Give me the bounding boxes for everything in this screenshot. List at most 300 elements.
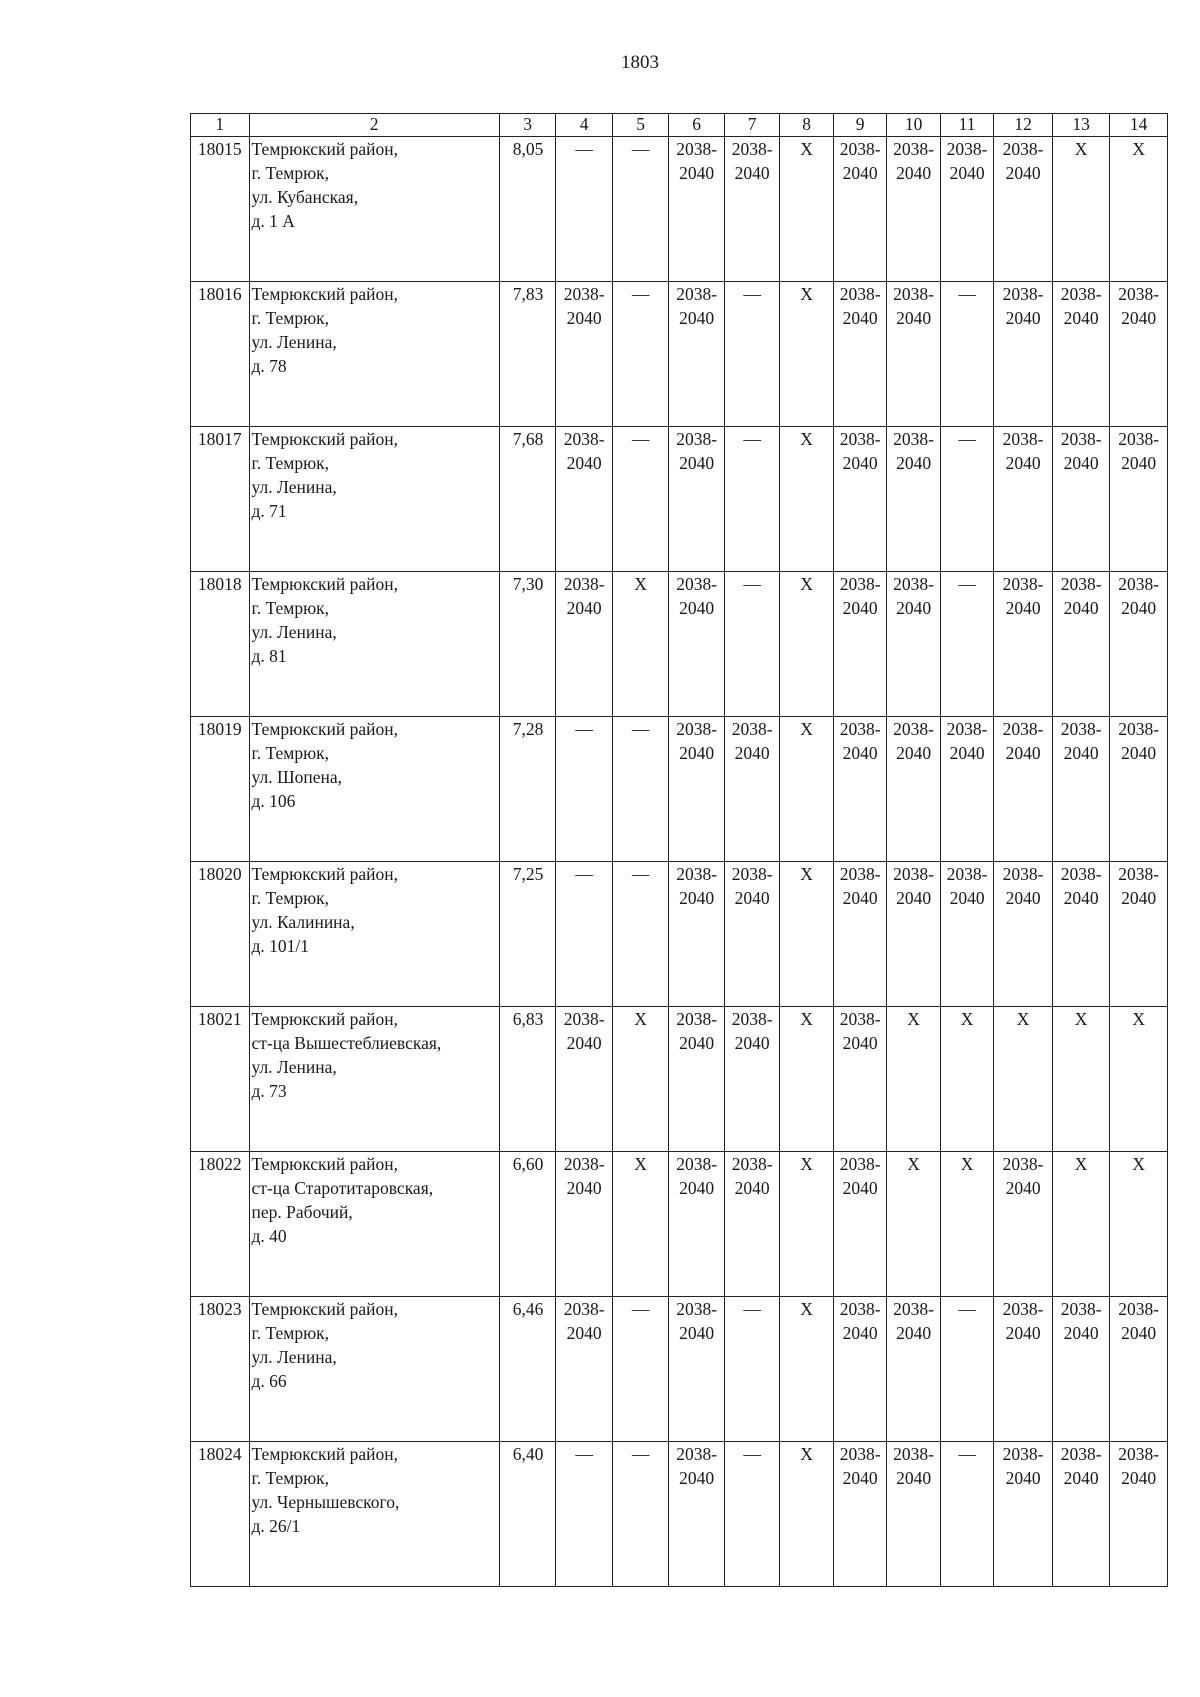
period-cell <box>994 1297 1053 1442</box>
period-cell <box>887 1152 940 1297</box>
table-row <box>191 1152 1168 1297</box>
cell-value: X <box>634 574 647 594</box>
cell-value: 2038- 2040 <box>676 1444 718 1488</box>
period-cell <box>994 717 1053 862</box>
period-cell <box>780 282 833 427</box>
cell-value: 2038- 2040 <box>893 1444 934 1488</box>
area-value-cell <box>499 282 556 427</box>
cell-value: 2038- 2040 <box>1118 574 1160 618</box>
cell-value: 2038- 2040 <box>1060 864 1102 908</box>
cell-value: — <box>958 429 976 449</box>
cell-value: — <box>631 1444 650 1464</box>
cell-value: 2038- 2040 <box>893 139 934 183</box>
cell-value: 2038- 2040 <box>1060 574 1102 618</box>
address-line: г. Темрюк, <box>251 308 330 328</box>
address-line: д. 26/1 <box>251 1516 301 1536</box>
column-header: 1 <box>191 114 250 137</box>
period-cell <box>940 137 993 282</box>
address-line: д. 101/1 <box>251 936 310 956</box>
cell-value: X <box>634 1154 647 1174</box>
cell-value: X <box>800 719 813 739</box>
cell-value: X <box>1016 1009 1030 1029</box>
period-cell <box>556 1152 613 1297</box>
address-line: Темрюкский район, <box>251 429 399 449</box>
cell-value: 2038- 2040 <box>1118 429 1160 473</box>
period-cell <box>724 1442 780 1587</box>
period-cell <box>724 1297 780 1442</box>
cell-value: — <box>958 1299 976 1319</box>
cell-value: 2038- 2040 <box>1118 864 1160 908</box>
cell-value: X <box>800 864 813 884</box>
period-cell <box>612 282 669 427</box>
period-cell <box>940 427 993 572</box>
period-cell <box>1052 1007 1110 1152</box>
period-cell <box>556 137 613 282</box>
period-cell <box>940 1152 993 1297</box>
period-cell <box>612 137 669 282</box>
cell-value: 7,28 <box>512 719 544 739</box>
cell-value: 2038- 2040 <box>676 1299 718 1343</box>
cell-value: 2038- 2040 <box>1002 719 1044 763</box>
cell-value: 2038- 2040 <box>893 429 934 473</box>
period-cell <box>556 572 613 717</box>
period-cell <box>940 1297 993 1442</box>
period-cell <box>1110 717 1168 862</box>
table-row <box>191 1442 1168 1587</box>
period-cell <box>724 1152 780 1297</box>
address-line: Темрюкский район, <box>251 1154 399 1174</box>
period-cell <box>556 1007 613 1152</box>
cell-value: 2038- 2040 <box>1118 1444 1160 1488</box>
address-line: д. 66 <box>251 1371 287 1391</box>
column-header: 14 <box>1110 114 1168 137</box>
address-line: г. Темрюк, <box>251 743 330 763</box>
address-cell <box>249 717 499 862</box>
period-cell <box>1052 717 1110 862</box>
period-cell <box>1110 282 1168 427</box>
period-cell <box>724 862 780 1007</box>
cell-value: 2038- 2040 <box>1118 719 1160 763</box>
cell-value: 2038- 2040 <box>839 1299 881 1343</box>
cell-value: X <box>960 1154 974 1174</box>
address-line: Темрюкский район, <box>251 1444 399 1464</box>
table-row <box>191 862 1168 1007</box>
column-header: 13 <box>1052 114 1110 137</box>
period-cell <box>612 1152 669 1297</box>
period-cell <box>669 717 725 862</box>
period-cell <box>940 572 993 717</box>
period-cell <box>556 862 613 1007</box>
period-cell <box>612 427 669 572</box>
cell-value: — <box>958 284 976 304</box>
cell-value: — <box>575 139 593 159</box>
period-cell <box>833 1297 886 1442</box>
period-cell <box>612 1297 669 1442</box>
cell-value: 2038- 2040 <box>563 284 605 328</box>
period-cell <box>1110 137 1168 282</box>
address-cell <box>249 137 499 282</box>
period-cell <box>1110 1007 1168 1152</box>
period-cell <box>1110 427 1168 572</box>
cell-value: 2038- 2040 <box>563 574 605 618</box>
cell-value: 6,40 <box>512 1444 544 1464</box>
period-cell <box>612 862 669 1007</box>
cell-value: — <box>743 1299 761 1319</box>
column-header: 11 <box>940 114 993 137</box>
period-cell <box>887 572 940 717</box>
period-cell <box>669 1152 725 1297</box>
cell-value: — <box>743 284 761 304</box>
table-row <box>191 572 1168 717</box>
address-line: Темрюкский район, <box>251 1009 399 1029</box>
cell-value: — <box>631 1299 650 1319</box>
period-cell <box>780 137 833 282</box>
period-cell <box>940 1442 993 1587</box>
period-cell <box>780 1152 833 1297</box>
address-line: Темрюкский район, <box>251 139 399 159</box>
area-value-cell <box>499 137 556 282</box>
period-cell <box>994 862 1053 1007</box>
record-id: 18024 <box>191 1442 250 1587</box>
cell-value: 2038- 2040 <box>839 1009 881 1053</box>
period-cell <box>1052 282 1110 427</box>
address-cell <box>249 1152 499 1297</box>
period-cell <box>833 717 886 862</box>
period-cell <box>780 572 833 717</box>
cell-value: — <box>743 1444 761 1464</box>
area-value-cell <box>499 1442 556 1587</box>
address-line: ул. Ленина, <box>251 1057 337 1077</box>
cell-value: — <box>743 574 761 594</box>
cell-value: X <box>800 574 813 594</box>
cell-value: 2038- 2040 <box>1002 574 1044 618</box>
cell-value: 2038- 2040 <box>1118 1299 1160 1343</box>
period-cell <box>994 1442 1053 1587</box>
period-cell <box>724 137 780 282</box>
cell-value: 2038- 2040 <box>731 1154 773 1198</box>
header-row <box>191 114 1168 137</box>
address-line: ул. Шопена, <box>251 767 343 787</box>
address-line: д. 40 <box>251 1226 287 1246</box>
record-id: 18017 <box>191 427 250 572</box>
cell-value: 2038- 2040 <box>1002 1154 1044 1198</box>
address-line: ст-ца Старотитаровская, <box>251 1178 434 1198</box>
area-value-cell <box>499 1152 556 1297</box>
cell-value: 2038- 2040 <box>1118 284 1160 328</box>
area-value-cell <box>499 717 556 862</box>
cell-value: 2038- 2040 <box>1060 429 1102 473</box>
address-line: Темрюкский район, <box>251 574 399 594</box>
cell-value: 2038- 2040 <box>731 719 773 763</box>
cell-value: 2038- 2040 <box>676 1154 718 1198</box>
address-line: г. Темрюк, <box>251 1468 330 1488</box>
period-cell <box>780 1442 833 1587</box>
period-cell <box>887 862 940 1007</box>
cell-value: 6,46 <box>512 1299 544 1319</box>
cell-value: 2038- 2040 <box>893 864 934 908</box>
address-line: ул. Ленина, <box>251 622 337 642</box>
period-cell <box>1110 1442 1168 1587</box>
period-cell <box>994 1007 1053 1152</box>
table-row <box>191 1007 1168 1152</box>
address-line: ст-ца Вышестеблиевская, <box>251 1033 442 1053</box>
cell-value: X <box>800 139 813 159</box>
period-cell <box>556 1297 613 1442</box>
period-cell <box>833 1007 886 1152</box>
column-header: 10 <box>887 114 940 137</box>
area-value-cell <box>499 1297 556 1442</box>
cell-value: 2038- 2040 <box>893 1299 934 1343</box>
column-header: 8 <box>780 114 833 137</box>
record-id: 18022 <box>191 1152 250 1297</box>
address-line: Темрюкский район, <box>251 864 399 884</box>
cell-value: — <box>575 719 593 739</box>
area-value-cell <box>499 862 556 1007</box>
cell-value: 2038- 2040 <box>563 1299 605 1343</box>
cell-value: X <box>907 1154 920 1174</box>
cell-value: — <box>631 284 650 304</box>
address-line: Темрюкский район, <box>251 1299 399 1319</box>
cell-value: X <box>1074 1154 1088 1174</box>
cell-value: — <box>958 1444 976 1464</box>
cell-value: 2038- 2040 <box>676 574 718 618</box>
cell-value: 2038- 2040 <box>893 574 934 618</box>
table-row <box>191 717 1168 862</box>
period-cell <box>780 717 833 862</box>
address-line: г. Темрюк, <box>251 1323 330 1343</box>
cell-value: 2038- 2040 <box>1002 1299 1044 1343</box>
column-header: 12 <box>994 114 1053 137</box>
cell-value: 2038- 2040 <box>676 284 718 328</box>
address-line: д. 1 А <box>251 211 295 231</box>
cell-value: — <box>631 429 650 449</box>
period-cell <box>556 282 613 427</box>
address-line: ул. Чернышевского, <box>251 1492 400 1512</box>
address-line: д. 78 <box>251 356 287 376</box>
cell-value: — <box>631 719 650 739</box>
column-header: 3 <box>499 114 556 137</box>
address-cell <box>249 427 499 572</box>
cell-value: 2038- 2040 <box>893 719 934 763</box>
period-cell <box>556 427 613 572</box>
record-id: 18020 <box>191 862 250 1007</box>
cell-value: X <box>960 1009 974 1029</box>
cell-value: X <box>800 284 813 304</box>
period-cell <box>833 1442 886 1587</box>
cell-value: X <box>1132 1009 1145 1029</box>
period-cell <box>887 282 940 427</box>
table-body <box>191 137 1168 1587</box>
address-line: г. Темрюк, <box>251 598 330 618</box>
period-cell <box>833 282 886 427</box>
address-line: Темрюкский район, <box>251 719 399 739</box>
area-value-cell <box>499 1007 556 1152</box>
cell-value: 2038- 2040 <box>731 1009 773 1053</box>
period-cell <box>724 717 780 862</box>
registry-table <box>190 113 1168 1587</box>
cell-value: 7,83 <box>512 284 544 304</box>
column-header: 4 <box>556 114 613 137</box>
address-line: ул. Ленина, <box>251 477 337 497</box>
cell-value: 2038- 2040 <box>946 719 988 763</box>
column-header: 7 <box>724 114 780 137</box>
period-cell <box>1110 572 1168 717</box>
cell-value: 2038- 2040 <box>676 139 718 183</box>
period-cell <box>780 1297 833 1442</box>
period-cell <box>1052 1297 1110 1442</box>
period-cell <box>669 282 725 427</box>
period-cell <box>887 137 940 282</box>
address-line: д. 106 <box>251 791 296 811</box>
period-cell <box>669 862 725 1007</box>
cell-value: X <box>1132 1154 1145 1174</box>
cell-value: X <box>907 1009 920 1029</box>
column-header: 6 <box>669 114 725 137</box>
period-cell <box>994 572 1053 717</box>
period-cell <box>669 1442 725 1587</box>
cell-value: X <box>800 429 813 449</box>
cell-value: — <box>958 574 976 594</box>
address-cell <box>249 1442 499 1587</box>
period-cell <box>724 572 780 717</box>
cell-value: 7,30 <box>512 574 544 594</box>
cell-value: 2038- 2040 <box>676 864 718 908</box>
address-line: д. 73 <box>251 1081 287 1101</box>
period-cell <box>556 717 613 862</box>
period-cell <box>1052 572 1110 717</box>
address-cell <box>249 282 499 427</box>
period-cell <box>887 1442 940 1587</box>
period-cell <box>669 1007 725 1152</box>
period-cell <box>612 717 669 862</box>
cell-value: 8,05 <box>512 139 544 159</box>
address-line: д. 71 <box>251 501 287 521</box>
period-cell <box>1052 137 1110 282</box>
period-cell <box>833 137 886 282</box>
cell-value: 2038- 2040 <box>563 429 605 473</box>
period-cell <box>887 427 940 572</box>
record-id: 18016 <box>191 282 250 427</box>
address-cell <box>249 572 499 717</box>
cell-value: 2038- 2040 <box>1002 864 1044 908</box>
cell-value: 2038- 2040 <box>676 719 718 763</box>
table-header <box>191 114 1168 137</box>
cell-value: 2038- 2040 <box>946 864 988 908</box>
cell-value: 2038- 2040 <box>1002 139 1044 183</box>
period-cell <box>724 1007 780 1152</box>
record-id: 18015 <box>191 137 250 282</box>
column-header: 9 <box>833 114 886 137</box>
record-id: 18021 <box>191 1007 250 1152</box>
address-line: ул. Кубанская, <box>251 187 359 207</box>
period-cell <box>1052 1442 1110 1587</box>
table-row <box>191 137 1168 282</box>
period-cell <box>833 1152 886 1297</box>
cell-value: 6,60 <box>512 1154 544 1174</box>
cell-value: 2038- 2040 <box>731 864 773 908</box>
period-cell <box>887 717 940 862</box>
address-line: Темрюкский район, <box>251 284 399 304</box>
cell-value: 2038- 2040 <box>1060 1444 1102 1488</box>
table-row <box>191 282 1168 427</box>
page-number: 1803 <box>621 52 659 73</box>
cell-value: X <box>800 1444 813 1464</box>
address-cell <box>249 1007 499 1152</box>
period-cell <box>1110 1297 1168 1442</box>
period-cell <box>724 427 780 572</box>
cell-value: 7,68 <box>512 429 544 449</box>
address-line: д. 81 <box>251 646 287 666</box>
cell-value: — <box>575 864 593 884</box>
cell-value: X <box>1074 139 1088 159</box>
record-id: 18019 <box>191 717 250 862</box>
period-cell <box>612 1442 669 1587</box>
address-line: г. Темрюк, <box>251 453 330 473</box>
cell-value: 2038- 2040 <box>676 429 718 473</box>
cell-value: X <box>1074 1009 1088 1029</box>
address-cell <box>249 1297 499 1442</box>
cell-value: X <box>800 1009 813 1029</box>
period-cell <box>994 427 1053 572</box>
address-line: пер. Рабочий, <box>251 1202 353 1222</box>
period-cell <box>669 137 725 282</box>
period-cell <box>1110 1152 1168 1297</box>
cell-value: 2038- 2040 <box>839 574 881 618</box>
period-cell <box>669 572 725 717</box>
period-cell <box>1052 1152 1110 1297</box>
cell-value: 2038- 2040 <box>1060 1299 1102 1343</box>
cell-value: — <box>631 139 650 159</box>
area-value-cell <box>499 572 556 717</box>
cell-value: 2038- 2040 <box>563 1009 605 1053</box>
cell-value: — <box>575 1444 593 1464</box>
address-cell <box>249 862 499 1007</box>
period-cell <box>780 1007 833 1152</box>
cell-value: 2038- 2040 <box>946 139 988 183</box>
period-cell <box>556 1442 613 1587</box>
cell-value: — <box>631 864 650 884</box>
period-cell <box>940 282 993 427</box>
cell-value: 2038- 2040 <box>839 864 881 908</box>
cell-value: 2038- 2040 <box>839 284 881 328</box>
period-cell <box>940 862 993 1007</box>
address-line: г. Темрюк, <box>251 888 330 908</box>
cell-value: 2038- 2040 <box>676 1009 718 1053</box>
period-cell <box>994 282 1053 427</box>
cell-value: 2038- 2040 <box>563 1154 605 1198</box>
cell-value: X <box>800 1299 813 1319</box>
cell-value: 2038- 2040 <box>839 1154 881 1198</box>
cell-value: 2038- 2040 <box>839 429 881 473</box>
column-header: 2 <box>249 114 499 137</box>
area-value-cell <box>499 427 556 572</box>
address-line: ул. Ленина, <box>251 332 337 352</box>
cell-value: 2038- 2040 <box>731 139 773 183</box>
cell-value: 2038- 2040 <box>1002 1444 1044 1488</box>
period-cell <box>1052 862 1110 1007</box>
cell-value: 2038- 2040 <box>839 1444 881 1488</box>
period-cell <box>780 427 833 572</box>
period-cell <box>940 1007 993 1152</box>
address-line: ул. Калинина, <box>251 912 355 932</box>
period-cell <box>940 717 993 862</box>
period-cell <box>833 427 886 572</box>
cell-value: 2038- 2040 <box>839 719 881 763</box>
record-id: 18018 <box>191 572 250 717</box>
cell-value: 2038- 2040 <box>1060 284 1102 328</box>
period-cell <box>724 282 780 427</box>
period-cell <box>887 1007 940 1152</box>
